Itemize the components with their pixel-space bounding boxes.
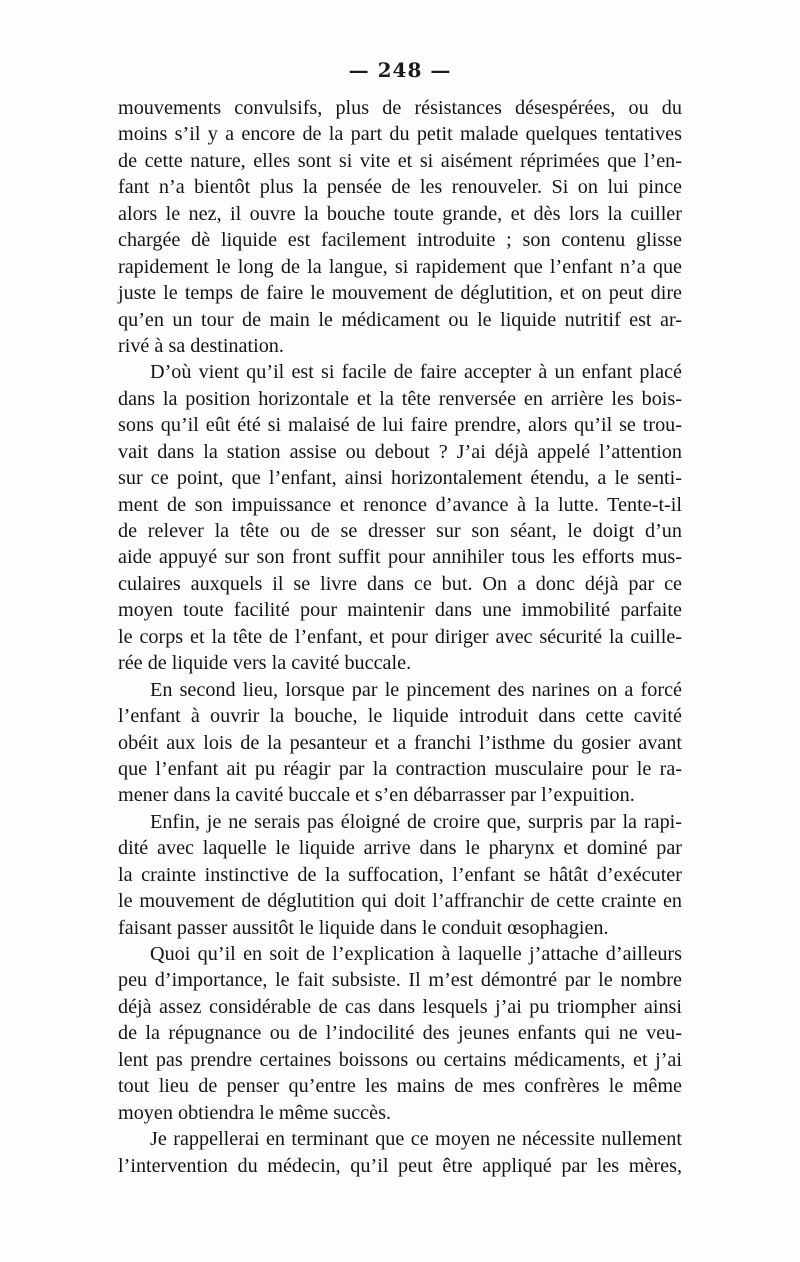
text-line: déjà assez considérable de cas dans lesquels j’ai pu triompher ainsi — [118, 995, 682, 1018]
text-line: lent pas prendre certaines boissons ou certains médicaments, et j’ai — [118, 1048, 682, 1071]
text-line: peu d’importance, le fait subsiste. Il m’est démontré par le nombre — [118, 969, 682, 992]
text-line: En second lieu, lorsque par le pincement des narines on a forcé — [150, 678, 682, 701]
text-line: Je rappellerai en terminant que ce moyen ne nécessite nullement — [150, 1128, 682, 1151]
text-line: moins s’il y a encore de la part du petit malade quelques tentatives — [118, 123, 682, 146]
text-line: culaires auxquels il se livre dans ce but. On a donc déjà par ce — [118, 572, 682, 595]
text-line: rée de liquide vers la cavité buccale. — [118, 652, 412, 675]
text-line: obéit aux lois de la pesanteur et a franchi l’isthme du gosier avant — [118, 731, 682, 754]
text-line: ment de son impuissance et renonce d’avance à la lutte. Tente-t-il — [118, 493, 682, 516]
text-line: l’intervention du médecin, qu’il peut être appliqué par les mères, — [118, 1154, 682, 1177]
text-line: vait dans la station assise ou debout ? J’ai déjà appelé l’attention — [118, 440, 682, 463]
text-line: faisant passer aussitôt le liquide dans le conduit œsophagien. — [118, 916, 609, 939]
text-line: Enfin, je ne serais pas éloigné de croire que, surpris par la rapi- — [150, 810, 682, 833]
text-line: aide appuyé sur son front suffit pour annihiler tous les efforts mus- — [118, 546, 682, 569]
text-line: alors le nez, il ouvre la bouche toute grande, et dès lors la cuiller — [118, 202, 682, 225]
text-line: le mouvement de déglutition qui doit l’affranchir de cette crainte en — [118, 890, 682, 913]
text-line: que l’enfant ait pu réagir par la contraction musculaire pour le ra- — [118, 757, 682, 780]
text-line: fant n’a bientôt plus la pensée de les renouveler. Si on lui pince — [118, 176, 682, 199]
text-line: moyen obtiendra le même succès. — [118, 1101, 391, 1124]
text-line: de la répugnance ou de l’indocilité des jeunes enfants qui ne veu- — [118, 1022, 682, 1045]
text-line: dité avec laquelle le liquide arrive dans le pharynx et dominé par — [118, 837, 682, 860]
body-text — [118, 95, 682, 1179]
text-line: mener dans la cavité buccale et s’en débarrasser par l’expuition. — [118, 784, 635, 807]
text-line: sur ce point, que l’enfant, ainsi horizontalement étendu, a le senti- — [118, 467, 682, 490]
text-line: moyen toute facilité pour maintenir dans une immobilité parfaite — [118, 599, 682, 622]
text-line: le corps et la tête de l’enfant, et pour diriger avec sécurité la cuille- — [118, 625, 682, 648]
text-line: dans la position horizontale et la tête renversée en arrière les bois- — [118, 387, 682, 410]
text-line: de cette nature, elles sont si vite et si aisément réprimées que l’en- — [118, 149, 682, 172]
text-line: rivé à sa destination. — [118, 334, 284, 357]
text-line: qu’en un tour de main le médicament ou le liquide nutritif est ar- — [118, 308, 682, 331]
text-line: sons qu’il eût été si malaisé de lui faire prendre, alors qu’il se trou- — [118, 414, 682, 437]
text-line: la crainte instinctive de la suffocation, l’enfant se hâtât d’exécuter — [118, 863, 682, 886]
text-line: Quoi qu’il en soit de l’explication à laquelle j’attache d’ailleurs — [150, 943, 682, 965]
text-line: juste le temps de faire le mouvement de déglutition, et on peut dire — [118, 282, 682, 305]
text-line: rapidement le long de la langue, si rapidement que l’enfant n’a que — [118, 255, 682, 278]
text-line: chargée dè liquide est facilement introduite ; son contenu glisse — [118, 229, 682, 252]
text-line: D’où vient qu’il est si facile de faire accepter à un enfant placé — [150, 361, 682, 384]
page-number: — 248 — — [348, 58, 452, 82]
text-line: de relever la tête ou de se dresser sur son séant, le doigt d’un — [118, 520, 682, 542]
text-line: l’enfant à ouvrir la bouche, le liquide introduit dans cette cavité — [118, 705, 682, 728]
text-line: tout lieu de penser qu’entre les mains de mes confrères le même — [118, 1075, 682, 1098]
text-line: mouvements convulsifs, plus de résistances désespérées, ou du — [118, 97, 682, 119]
